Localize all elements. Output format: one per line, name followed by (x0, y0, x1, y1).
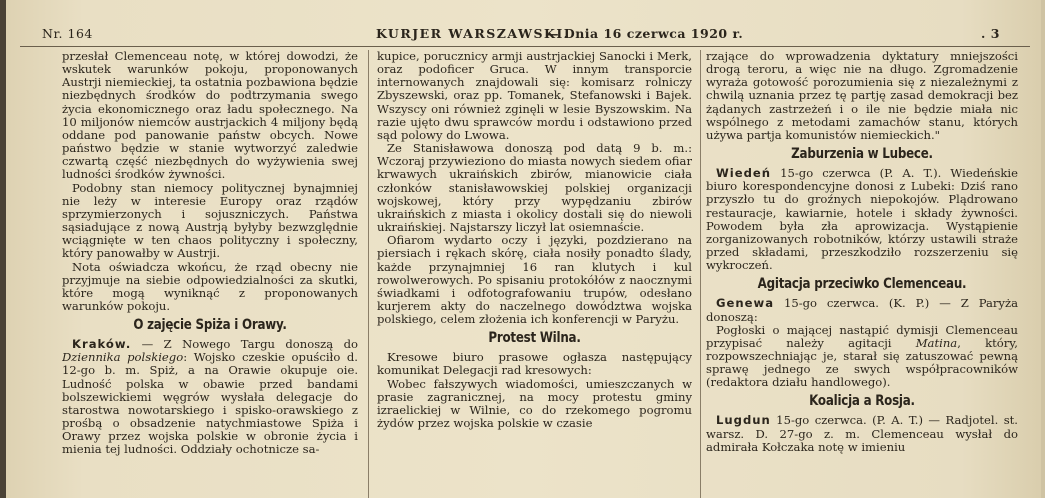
headline-protest-wilna: Protest Wilna. (488, 330, 581, 347)
col2-paragraph-4: Kresowe biuro prasowe ogłasza następujący komunikat Delegacji rad kresowych: (377, 350, 692, 378)
page-right-edge (1041, 0, 1045, 498)
issue-date: — Dnia 16 czerwca 1920 r. (546, 26, 744, 41)
col3-paragraph-3 (706, 297, 1018, 323)
col3-p4-italic: Matina (915, 335, 958, 350)
newspaper-title: KURJER WARSZAWSKI. (376, 26, 570, 41)
col1-paragraph-3: Nota oświadcza wkońcu, że rząd obecny nie przyjmuje na siebie odpowiedzialności za skutki, które mogą wyniknąć z proponowanych warunków pokoju. (62, 259, 358, 313)
col1-paragraph-2: Podobny stan niemocy politycznej bynajmniej nie leży w interesie Europy oraz rządów sprzymierzonych i sojuszniczych. Państwa sąsiadujące z nową Austrją byłyby bezwzględnie wciągnięte w ten chaos polityczny i społeczny, który panowałby w Austrji. (62, 180, 358, 261)
col2-paragraph-1: kupice, porucznicy armji austrjackiej Sanocki i Merk, oraz podoficer Gruca. W innym transporcie internowanych znajdowali się: komisarz rolniczy Zbyszewski, oraz pp. Tomanek, Stefanowski i Bajek. Wszyscy oni również zginęli w lesie Byszowskim. Na razie ujęto dwu sprawców mordu i odstawiono przed sąd polowy do Lwowa. (377, 50, 692, 142)
column-2 (377, 50, 692, 498)
masthead (6, 24, 1036, 44)
col1-paragraph-4 (62, 338, 358, 456)
col3-p2-text: 15-go czerwca (P. A. T.). Wiedeńskie biuro korespondencyjne donosi z Lubeki: Dziś rano przyszło tu do groźnych niepokojów. Plądrowano restauracje, kawiarnie, hotele i składy żywności. Powodem była zła aprowizacja. Wystąpienie zorganizowanych robotników, którzy ustawili straże przed składami, przeszkodziło rozszerzeniu się wykroczeń. (706, 166, 1018, 273)
col3-p3-text: 15-go czerwca. (K. P.) — Z Paryża donoszą: (706, 296, 1018, 324)
col3-p5-text: 15-go czerwca. (P. A. T.) — Radjotel. st. warsz. D. 27-go z. m. Clemenceau wysłał do admirała Kołczaka notę w imieniu (706, 413, 1018, 454)
masthead-rule (20, 46, 1030, 47)
dateline-genewa: Genewa (716, 296, 775, 311)
col3-paragraph-4 (706, 324, 1018, 390)
dateline-krakow: Kraków. (72, 337, 132, 352)
headline-lubeka: Zaburzenia w Lubece. (791, 146, 933, 163)
headline-agitacja: Agitacja przeciwko Clemenceau. (757, 276, 967, 293)
column-1 (62, 50, 358, 498)
col1-p4-italic: Dziennika polskiego (62, 350, 184, 365)
issue-number: Nr. 164 (42, 26, 93, 41)
col3-paragraph-1: rzające do wprowadzenia dyktatury mniejszości drogą teroru, a więc nie na długo. Zgromadzenie wyraża gotowość porozumienia się z niezależnymi z chwilą uznania przez tę partję zasad demokracji bez żądanych zastrzeżeń i o ile nie będzie miała nic wspólnego z metodami zamachów stanu, których używa partja komunistów niemieckich." (706, 50, 1018, 142)
column-rule-1 (368, 50, 369, 498)
col2-paragraph-5: Wobec fałszywych wiadomości, umieszczanych w prasie zagranicznej, na mocy protestu gminy izraelickiej w Wilnie, co do rzekomego pogromu żydów przez wojska polskie w czasie (377, 376, 692, 431)
col3-paragraph-5 (706, 414, 1018, 453)
column-rule-2 (700, 50, 701, 498)
col1-paragraph-1: przesłał Clemenceau notę, w której dowodzi, że wskutek warunków pokoju, proponowanych Austrji niemieckiej, ta ostatnia pozbawiona będzie niezbędnych środków do podtrzymania swego życia ekonomicznego oraz ładu społecznego. Na 10 miljonów niemców austrjackich 4 miljony będą oddane pod panowanie państw obcych. Nowe państwo będzie w stanie wytworzyć zaledwie czwartą część niezbędnych do wyżywienia swej ludności środków żywności. (62, 50, 358, 182)
headline-koalicja: Koalicja a Rosja. (809, 393, 915, 410)
dateline-lugdun: Lugdun (716, 413, 771, 428)
dateline-wieden: Wiedeń (716, 166, 772, 181)
col3-p4-text-a: Pogłoski o mającej nastąpić dymisji Clemenceau przypisać należy agitacji (706, 322, 1018, 350)
col2-paragraph-2: Ze Stanisławowa donoszą pod datą 9 b. m.: Wczoraj przywieziono do miasta nowych siedem ofiar krwawych ukraińskich zbirów, mianowicie ciała członków stanisławowskiej polskiej organizacji wojskowej, który przy wypędzaniu zbirów ukraińskich z miasta i okolicy dostali się do niewoli ukraińskiej. Najstarszy liczył lat osiemnaście. (377, 141, 692, 235)
page-number: . 3 (981, 26, 1000, 41)
col2-paragraph-3: Ofiarom wydarto oczy i języki, pozdzierano na piersiach i rękach skórę, ciała nosiły ponadto ślady, każde przynajmniej 16 ran klutych i kul rowolwerowych. Po spisaniu protokółów z naocznymi świadkami i odfotografowaniu trupów, odesłano kurjerem akty do naczelnego dowództwa wojska polskiego, celem złożenia ich konferencji w Paryżu. (377, 233, 692, 327)
col3-p4-text-b: , który, rozpowszechniając je, starał się zatuszować pewną sprawę jednego ze swych współpracowników (redaktora działu handlowego). (706, 335, 1018, 390)
headline-spiz-orawa: O zajęcie Spiża i Orawy. (133, 317, 287, 334)
page-left-edge (0, 0, 6, 498)
col1-p4-text-b: : Wojsko czeskie opuściło d. 12-go b. m. Spiż, a na Orawie okupuje oie. Ludność polska w obawie przed bandami bolszewickiemi węgrów wysłała delegacje do starostwa nowotarskiego i spisko-orawskiego z prośbą o obsadzenie natychmiastowe Spiża i Orawy przez wojska polskie w obronie życia i mienia tej ludności. Oddziały ochotnicze sa- (62, 350, 358, 457)
col1-p4-text-a: — Z Nowego Targu donoszą do (131, 337, 358, 352)
column-3 (706, 50, 1018, 498)
col3-paragraph-2 (706, 167, 1018, 272)
